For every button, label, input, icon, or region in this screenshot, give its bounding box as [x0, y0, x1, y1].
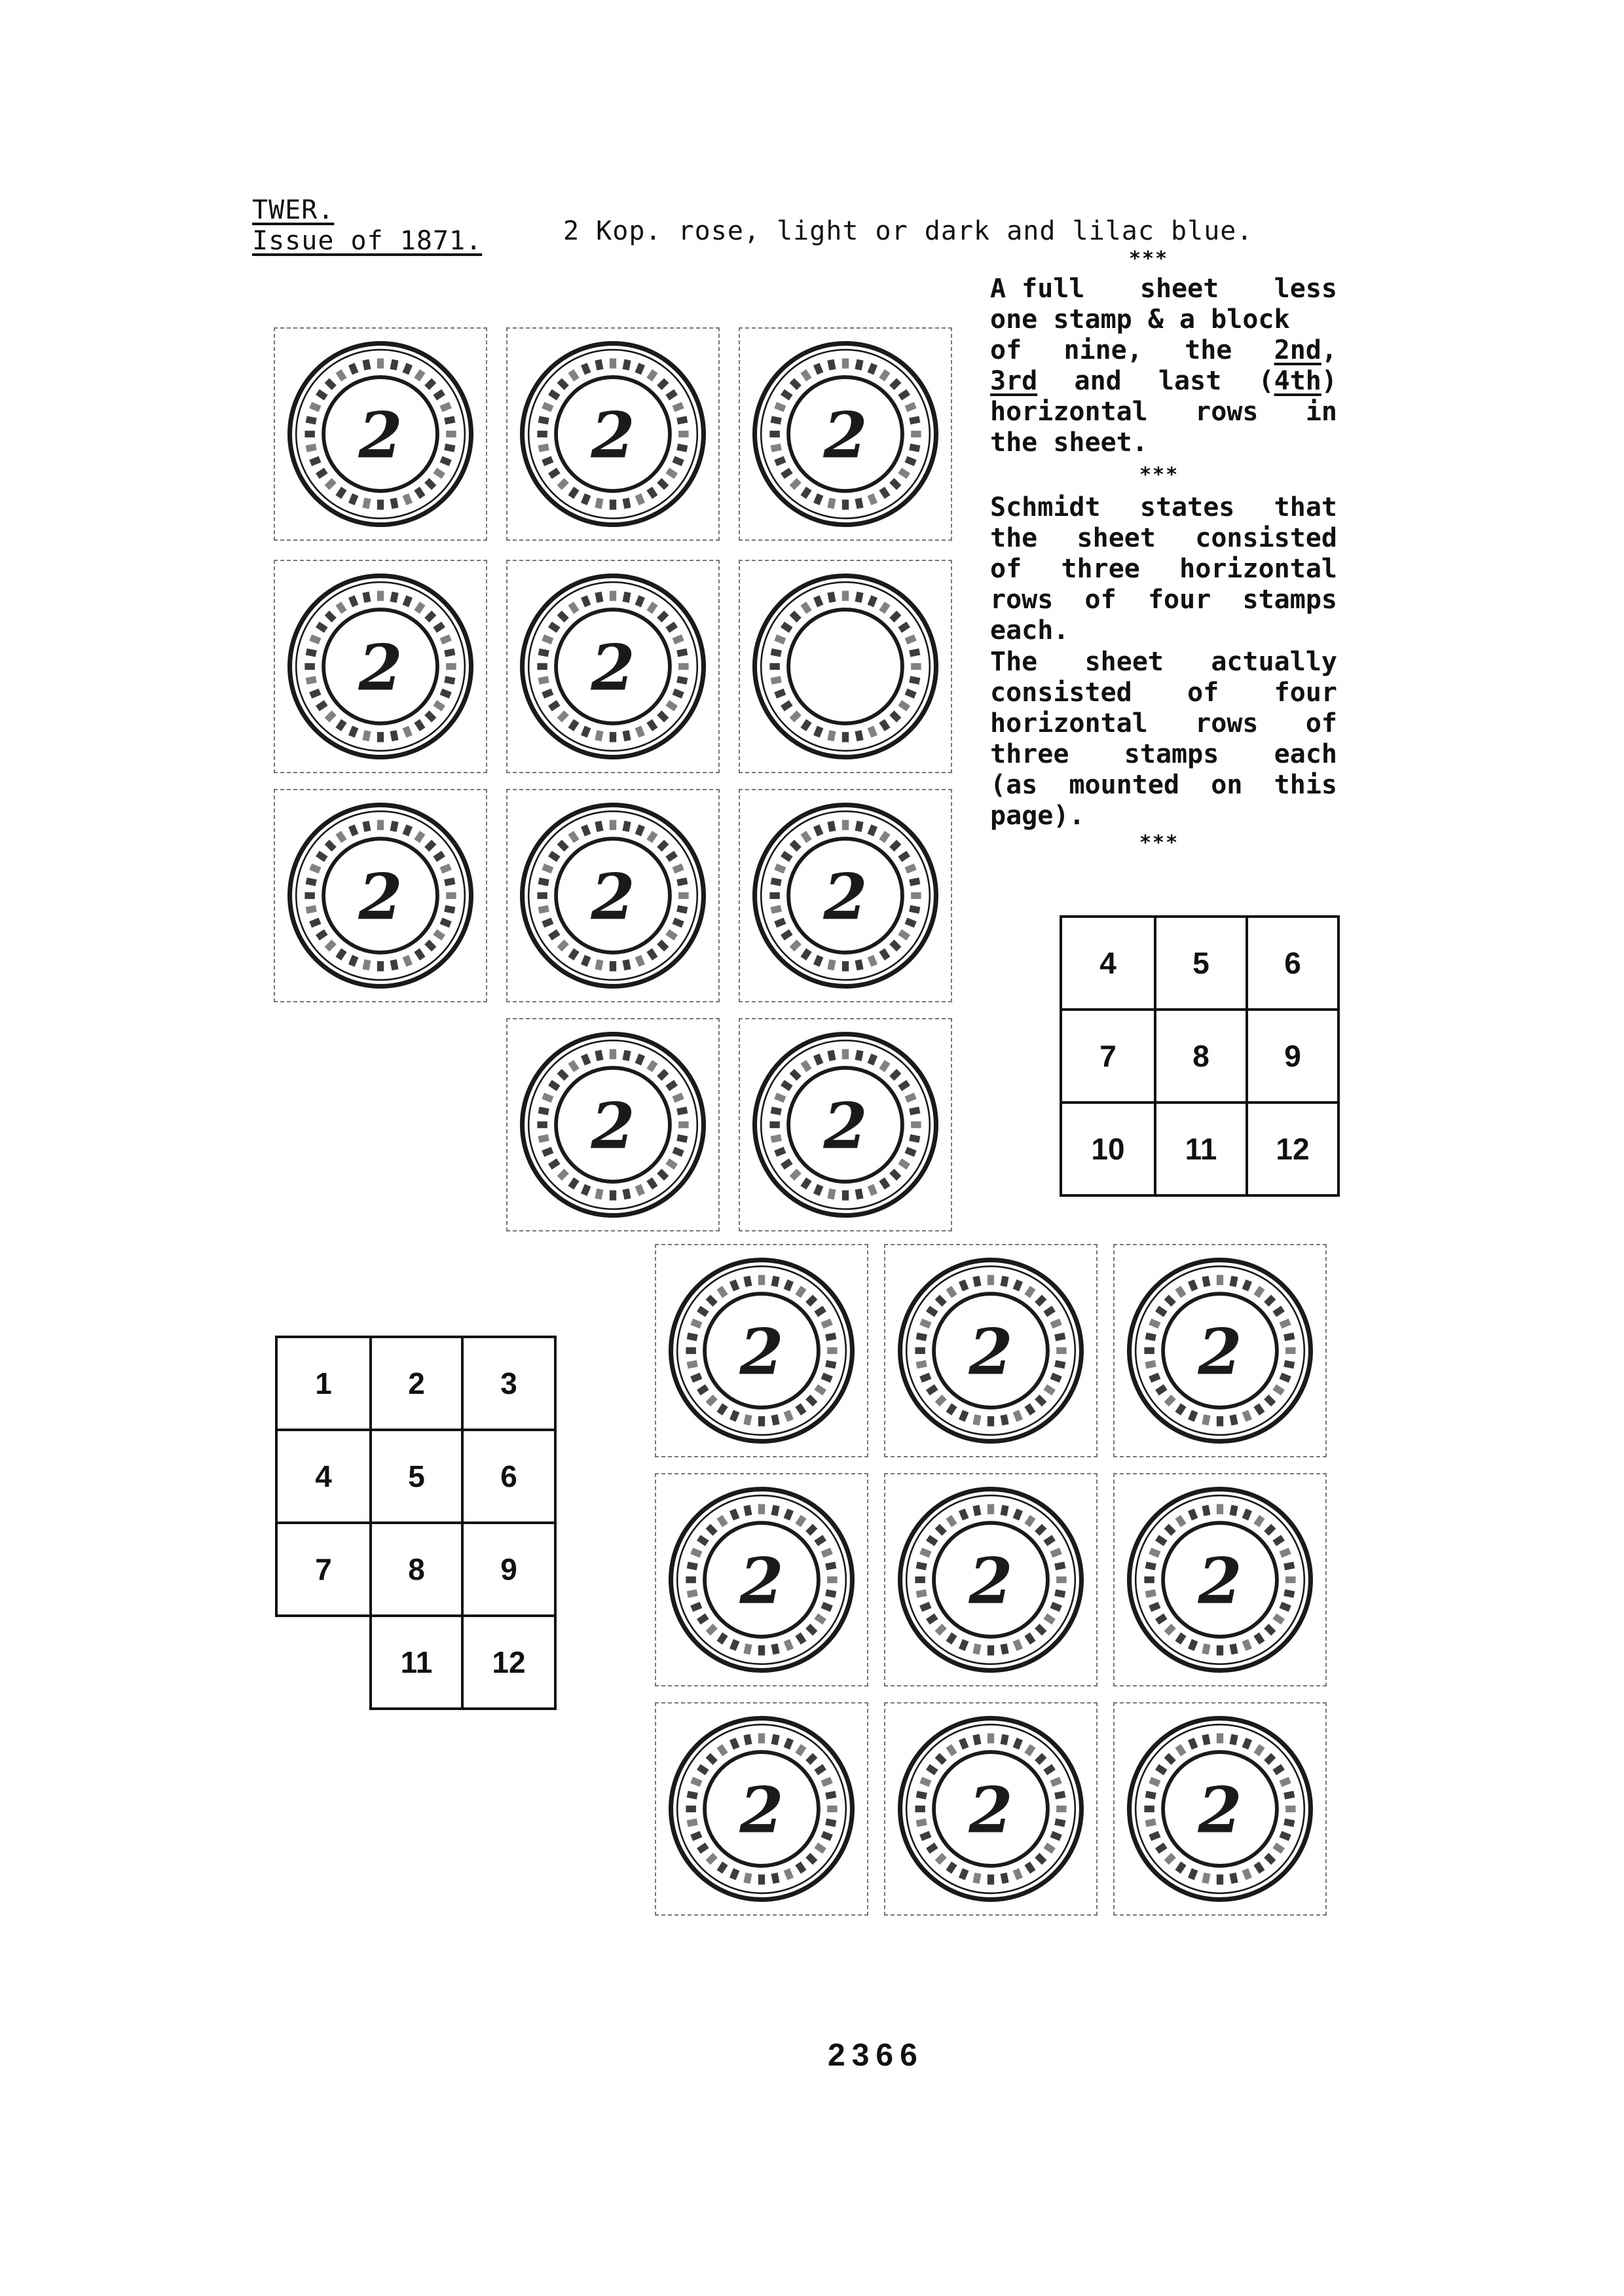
stamp-icon [1115, 1245, 1325, 1456]
note-paragraph-3: The sheet actually consisted of four horizontal rows of three stamps each (as mounted on this page). [990, 647, 1337, 831]
svg-text:2: 2 [591, 859, 635, 934]
svg-text:2: 2 [358, 630, 403, 705]
issue-heading: Issue of 1871. [252, 226, 483, 256]
position-cell: 9 [1246, 1008, 1340, 1104]
svg-text:2: 2 [358, 859, 403, 934]
stamp-icon [740, 790, 951, 1001]
position-cell: 1 [275, 1336, 372, 1431]
svg-text:2: 2 [591, 630, 635, 705]
separator-3: *** [1139, 831, 1179, 854]
position-cell: 4 [275, 1429, 372, 1524]
position-cell: 8 [369, 1522, 464, 1617]
separator-1: *** [1129, 247, 1169, 270]
stamp-icon [885, 1245, 1096, 1456]
svg-text:2: 2 [823, 859, 868, 934]
position-cell: 12 [1246, 1101, 1340, 1197]
stamp [739, 789, 952, 1002]
svg-text:2: 2 [739, 1314, 784, 1389]
stamp [739, 1018, 952, 1231]
stamp-icon [275, 329, 486, 539]
position-cell: 8 [1154, 1008, 1248, 1104]
stamp-icon [507, 561, 718, 772]
stamp [655, 1473, 868, 1686]
stamp [655, 1702, 868, 1916]
stamp [655, 1244, 868, 1457]
position-cell: 5 [369, 1429, 464, 1524]
svg-text:2: 2 [591, 1088, 635, 1163]
stamp-icon [740, 329, 951, 539]
position-cell: 6 [1246, 915, 1340, 1011]
stamp-icon [275, 561, 486, 772]
stamp [274, 789, 487, 1002]
position-cell: 6 [461, 1429, 557, 1524]
svg-text:2: 2 [739, 1543, 784, 1618]
position-cell: 7 [1060, 1008, 1156, 1104]
note-paragraph-2: Schmidt states that the sheet consisted of three horizontal rows of four stamps each. [990, 492, 1337, 646]
svg-text:2: 2 [358, 397, 403, 473]
stamp [739, 327, 952, 541]
stamp [1113, 1702, 1327, 1916]
stamp [884, 1473, 1098, 1686]
svg-text:2: 2 [1198, 1772, 1242, 1848]
stamp-icon [885, 1474, 1096, 1685]
stamp-icon [275, 790, 486, 1001]
position-cell: 7 [275, 1522, 372, 1617]
svg-text:2: 2 [1198, 1543, 1242, 1618]
svg-text:2: 2 [969, 1314, 1013, 1389]
position-cell: 11 [369, 1614, 464, 1710]
notes-column [990, 274, 1337, 458]
position-cell: 10 [1060, 1101, 1156, 1197]
svg-text:2: 2 [969, 1772, 1013, 1848]
stamp-icon [1115, 1474, 1325, 1685]
position-cell: 9 [461, 1522, 557, 1617]
stamp-blank-center [739, 560, 952, 773]
stamp [506, 789, 720, 1002]
position-cell: 5 [1154, 915, 1248, 1011]
position-cell: 3 [461, 1336, 557, 1431]
stamp [274, 560, 487, 773]
svg-text:2: 2 [739, 1772, 784, 1848]
location-heading: TWER. [252, 195, 335, 225]
issue-description: 2 Kop. rose, light or dark and lilac blue. [563, 216, 1253, 246]
svg-text:2: 2 [1198, 1314, 1242, 1389]
stamp [884, 1244, 1098, 1457]
position-cell: 4 [1060, 915, 1156, 1011]
svg-text:2: 2 [823, 397, 868, 473]
stamp-icon [656, 1474, 867, 1685]
svg-text:2: 2 [823, 1088, 868, 1163]
stamp-icon [885, 1704, 1096, 1914]
page-number: 2366 [828, 2038, 924, 2073]
svg-text:2: 2 [591, 397, 635, 473]
stamp [884, 1702, 1098, 1916]
stamp-icon [1115, 1704, 1325, 1914]
stamp-icon [656, 1245, 867, 1456]
stamp [274, 327, 487, 541]
position-cell: 12 [461, 1614, 557, 1710]
stamp-icon [507, 329, 718, 539]
stamp-icon [740, 561, 951, 772]
position-cell: 11 [1154, 1101, 1248, 1197]
separator-2: *** [1139, 464, 1179, 486]
stamp [506, 560, 720, 773]
stamp-icon [507, 1019, 718, 1230]
stamp [506, 327, 720, 541]
position-cell: 2 [369, 1336, 464, 1431]
stamp-icon [740, 1019, 951, 1230]
stamp [1113, 1473, 1327, 1686]
stamp-icon [507, 790, 718, 1001]
note-paragraph-1: A full sheet less one stamp & a block of nine, the 2nd, 3rd and last (4th) horizontal rows in the sheet. [990, 274, 1337, 458]
svg-text:2: 2 [969, 1543, 1013, 1618]
stamp [506, 1018, 720, 1231]
stamp-icon [656, 1704, 867, 1914]
stamp [1113, 1244, 1327, 1457]
